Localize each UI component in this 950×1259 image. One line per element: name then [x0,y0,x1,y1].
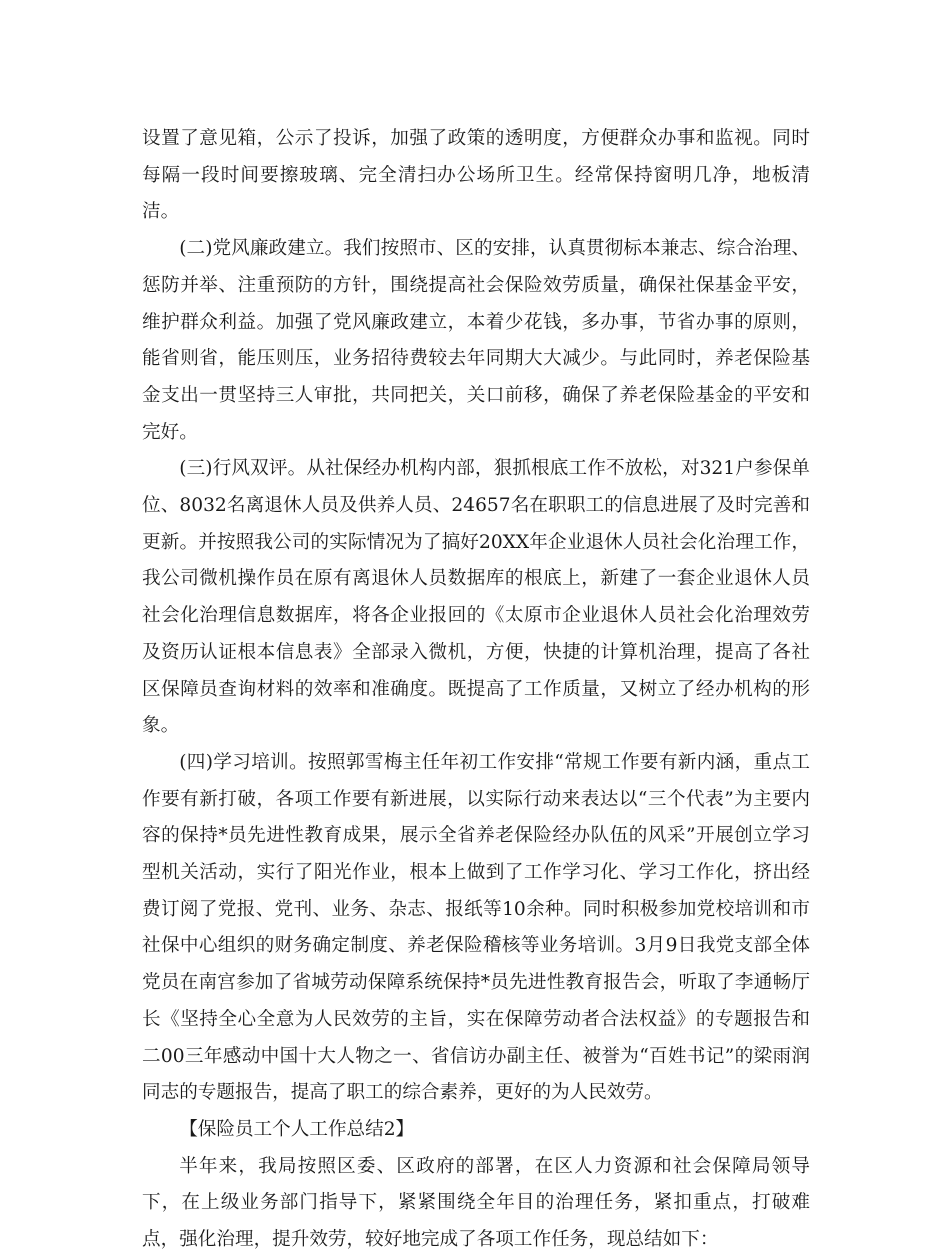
document-body [142,121,810,1259]
paragraph-continuation: 设置了意见箱，公示了投诉，加强了政策的透明度，方便群众办事和监视。同时每隔一段时间要擦玻璃、完全清扫办公场所卫生。经常保持窗明几净，地板清洁。 [142,128,810,223]
paragraph-party-integrity: (二)党风廉政建立。我们按照市、区的安排，认真贯彻标本兼志、综合治理、惩防并举、注重预防的方针，围绕提高社会保险效劳质量，确保社保基金平安，维护群众利益。加强了党风廉政建立，本着少花钱，多办事，节省办事的原则，能省则省，能压则压，业务招待费较去年同期大大减少。与此同时，养老保险基金支出一贯坚持三人审批，共同把关，关口前移，确保了养老保险基金的平安和完好。 [142,238,810,443]
section-heading: 【保险员工个人工作总结2】 [179,1118,415,1140]
paragraph-study-training: (四)学习培训。按照郭雪梅主任年初工作安排“常规工作要有新内涵，重点工作要有新打破，各项工作要有新进展，以实际行动来表达以“三个代表”为主要内容的保持*员先进性教育成果，展示全省养老保险经办队伍的风采”开展创立学习型机关活动，实行了阳光作业，根本上做到了工作学习化、学习工作化，挤出经费订阅了党报、党刊、业务、杂志、报纸等10余种。同时积极参加党校培训和市社保中心组织的财务确定制度、养老保险稽核等业务培训。3月9日我党支部全体党员在南宫参加了省城劳动保障系统保持*员先进性教育报告会，听取了李通畅厅长《坚持全心全意为人民效劳的主旨，实在保障劳动者合法权益》的专题报告和二00三年感动中国十大人物之一、省信访办副主任、被誉为“百姓书记”的梁雨润同志的专题报告，提高了职工的综合素养，更好的为人民效劳。 [142,751,810,1104]
paragraph-conduct-review: (三)行风双评。从社保经办机构内部，狠抓根底工作不放松，对321户参保单位、8032名离退休人员及供养人员、24657名在职职工的信息进展了及时完善和更新。并按照我公司的实际情况为了搞好20XX年企业退休人员社会化治理工作，我公司微机操作员在原有离退休人员数据库的根底上，新建了一套企业退休人员社会化治理信息数据库，将各企业报回的《太原市企业退休人员社会化治理效劳及资历认证根本信息表》全部录入微机，方便，快捷的计算机治理，提高了各社区保障员查询材料的效率和准确度。既提高了工作质量，又树立了经办机构的形象。 [142,458,810,737]
paragraph-half-year-summary: 半年来，我局按照区委、区政府的部署，在区人力资源和社会保障局领导下，在上级业务部门指导下，紧紧围绕全年目的治理任务，紧扣重点，打破难点，强化治理，提升效劳，较好地完成了各项工作任务，现总结如下： [142,1155,810,1251]
